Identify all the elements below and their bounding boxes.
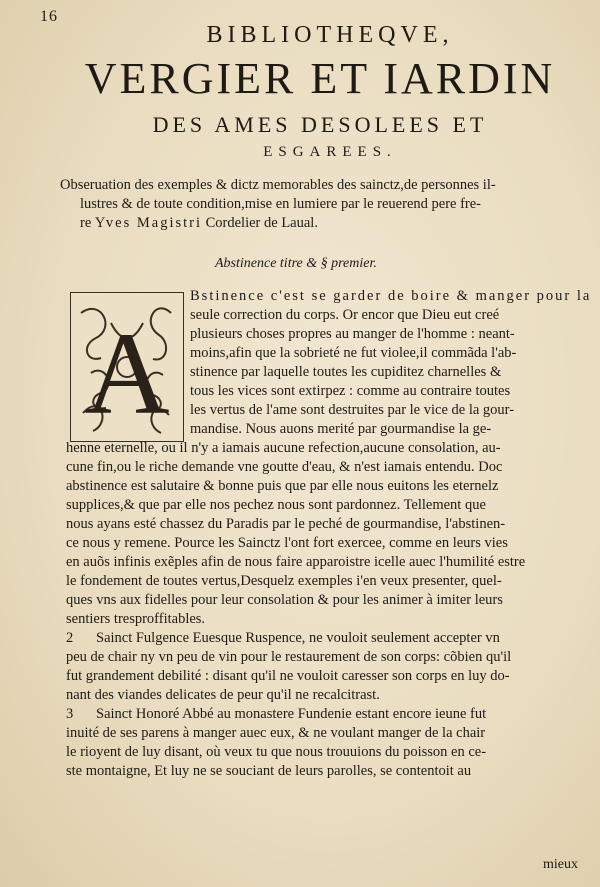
title-line-2: VERGIER ET IARDIN bbox=[84, 54, 556, 103]
title-line-1: BIBLIOTHEQVE, bbox=[206, 22, 454, 48]
body-line-text: Bstinence c'est se garder de boire & manger pour la bbox=[190, 288, 592, 304]
body-line: ques vns aux fidelles pour leur consolation & pour les animer à imiter leurs bbox=[66, 592, 503, 608]
paragraph-2-line: nant des viandes delicates de peur qu'il ne recalcitrast. bbox=[66, 687, 380, 703]
dropcap-letter: A bbox=[84, 308, 170, 439]
body-line: tous les vices sont extirpez : comme au contraire toutes bbox=[190, 383, 511, 399]
catchword: mieux bbox=[543, 857, 578, 872]
body-line: les vertus de l'ame sont destruites par le vice de la gour- bbox=[190, 402, 515, 418]
body-line bbox=[66, 287, 592, 306]
title-line-4: ESGAREES. bbox=[263, 144, 397, 160]
body-line: plusieurs choses propres au manger de l'homme : neant- bbox=[190, 326, 515, 342]
paragraph-3-line: le rioyent de luy disant, où veux tu que nous trouuions du poisson en ce- bbox=[66, 744, 487, 760]
paragraph-text: Sainct Fulgence Euesque Ruspence, ne vouloit seulement accepter vn bbox=[96, 630, 500, 646]
body-line: henne eternelle, ou il n'y a iamais aucune refection,aucune consolation, au- bbox=[66, 440, 501, 456]
observation-text: Cordelier de Laual. bbox=[202, 215, 318, 231]
body-line: le fondement de toutes vertus,Desquelz exemples i'en veux presenter, quel- bbox=[66, 573, 502, 589]
paragraph-number: 3 bbox=[66, 706, 74, 722]
body-paragraph-1 bbox=[66, 287, 592, 781]
paragraph-3-line bbox=[66, 705, 586, 724]
author-name: Yves Magistri bbox=[94, 215, 202, 231]
observation-text: re bbox=[80, 215, 95, 231]
paragraph-number: 2 bbox=[66, 630, 74, 646]
paragraph-3-line: inuité de ses parens à manger auec eux, & ne voulant manger de la chair bbox=[66, 725, 486, 741]
paragraph-2-line: peu de chair ny vn peu de vin pour le restaurement de son corps: cõbien qu'il bbox=[66, 649, 512, 665]
body-line: ce nous y remene. Pource les Sainctz l'ont fort exercee, comme en leurs vies bbox=[66, 535, 508, 551]
body-line: nous ayans esté chassez du Paradis par le peché de gourmandise, l'abstinen- bbox=[66, 516, 506, 532]
paragraph-2-line bbox=[66, 629, 586, 648]
page-number: 16 bbox=[40, 8, 58, 25]
body-line: mandise. Nous auons merité par gourmandise la ge- bbox=[190, 421, 492, 437]
body-line: supplices,& que par elle nos pechez nous sont pardonnez. Tellement que bbox=[66, 497, 486, 513]
observation-line: Obseruation des exemples & dictz memorables des sainctz,de personnes il- bbox=[60, 177, 496, 193]
section-title: Abstinence titre & § premier. bbox=[215, 256, 377, 271]
paragraph-text: Sainct Honoré Abbé au monastere Fundenie estant encore ieune fut bbox=[96, 706, 487, 722]
title-line-3: DES AMES DESOLEES ET bbox=[152, 112, 488, 137]
body-line: moins,afin que la sobrieté ne fut violee,il commãda l'ab- bbox=[190, 345, 517, 361]
paragraph-3-line: ste montaigne, Et luy ne se souciant de leurs parolles, se contentoit au bbox=[66, 763, 472, 779]
body-line: seule correction du corps. Or encor que Dieu eut creé bbox=[190, 307, 500, 323]
observation-paragraph bbox=[60, 176, 580, 233]
observation-line bbox=[60, 214, 580, 233]
paragraph-2-line: fut grandement debilité : disant qu'il ne vouloit caresser son corps en luy do- bbox=[66, 668, 510, 684]
body-line: stinence par laquelle toutes les cupiditez charnelles & bbox=[190, 364, 502, 380]
observation-line: lustres & de toute condition,mise en lumiere par le reuerend pere fre- bbox=[80, 196, 482, 212]
body-line: sentiers tresproffitables. bbox=[66, 611, 206, 627]
body-line: cune fin,ou le riche demande vne goutte d'eau, & n'est iamais entendu. Doc bbox=[66, 459, 503, 475]
body-line: abstinence est salutaire & bonne puis que par elle nous euitons les eternelz bbox=[66, 478, 499, 494]
body-line: en auõs infinis exẽples afin de nous faire apparoistre icelle auec l'humilité estre bbox=[66, 554, 526, 570]
